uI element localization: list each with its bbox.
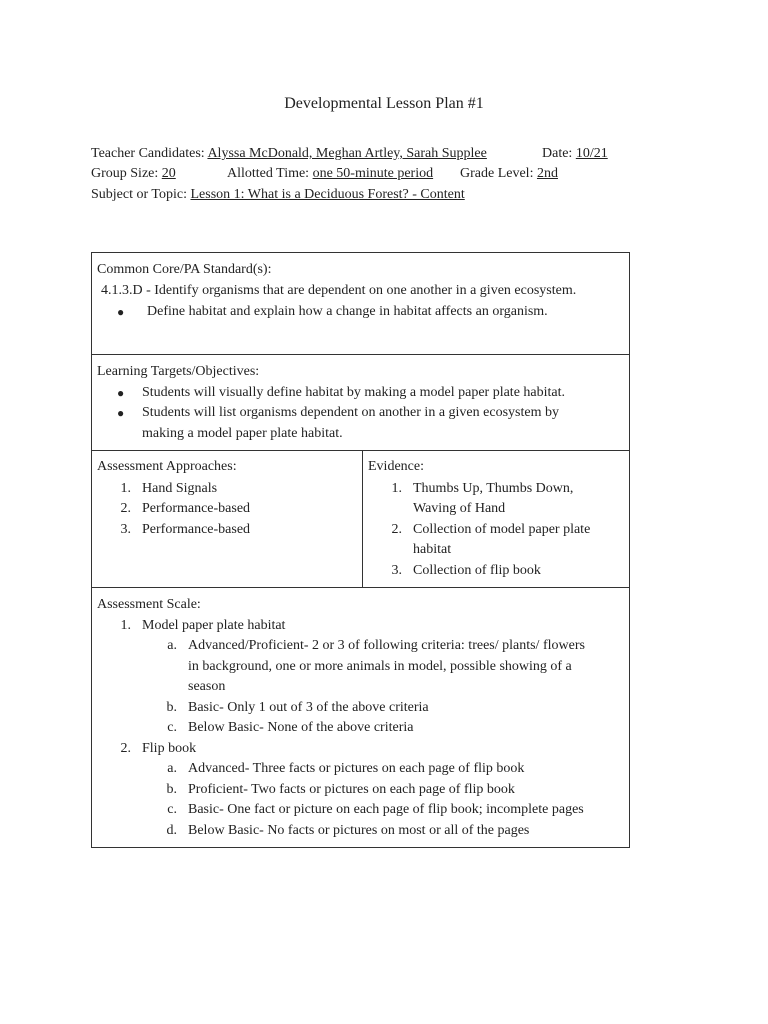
criteria-item: Below Basic- No facts or pictures on most or all of the pages (188, 823, 530, 838)
standards-line: 4.1.3.D - Identify organisms that are dependent on one another in a given ecosystem. (101, 283, 577, 298)
bullet-dot: ● (117, 406, 125, 420)
list-number: 1. (120, 481, 131, 496)
bullet-dot: ● (117, 386, 125, 400)
list-letter: d. (166, 823, 177, 838)
objectives-section (91, 354, 630, 451)
list-letter: a. (167, 638, 177, 653)
page-title: Developmental Lesson Plan #1 (284, 95, 484, 112)
list-letter: c. (167, 720, 177, 735)
evidence-cell (362, 451, 629, 587)
assessment-approaches-cell (92, 451, 362, 587)
assessment-item: Performance-based (142, 501, 251, 516)
objective-item: Students will list organisms dependent on another in a given ecosystem by (142, 405, 559, 420)
group-size-field (91, 164, 176, 185)
bullet-dot: ● (117, 305, 125, 319)
subject-line (91, 185, 465, 206)
criteria-item: Advanced- Three facts or pictures on each page of flip book (188, 761, 525, 776)
list-letter: b. (166, 700, 177, 715)
evidence-item: Thumbs Up, Thumbs Down, (413, 481, 574, 496)
criteria-item: Basic- Only 1 out of 3 of the above criteria (188, 700, 429, 715)
list-number: 1. (391, 481, 402, 496)
list-number: 2. (120, 741, 131, 756)
standards-section (91, 252, 630, 355)
allotted-time-field (227, 164, 433, 185)
objective-item: Students will visually define habitat by making a model paper plate habitat. (142, 385, 566, 400)
date-label: Date: (542, 146, 573, 161)
assessment-scale-section (91, 587, 630, 848)
time-label: Allotted Time: (227, 166, 310, 181)
assessment-item: Performance-based (142, 522, 251, 537)
objective-item-continued: making a model paper plate habitat. (142, 426, 343, 441)
teacher-value: Alyssa McDonald, Meghan Artley, Sarah Supplee (207, 146, 487, 161)
criteria-item: Advanced/Proficient- 2 or 3 of following criteria: trees/ plants/ flowers (188, 638, 585, 653)
scale-section-title: Model paper plate habitat (142, 618, 286, 633)
list-number: 3. (120, 522, 131, 537)
assessment-label: Assessment Approaches: (97, 459, 237, 474)
assessment-evidence-section (91, 450, 630, 588)
date-value: 10/21 (575, 146, 608, 161)
evidence-item-continued: habitat (413, 542, 452, 557)
criteria-item-continued: in background, one or more animals in model, possible showing of a (188, 659, 572, 674)
list-number: 2. (120, 501, 131, 516)
grade-label: Grade Level: (460, 166, 534, 181)
criteria-item: Basic- One fact or picture on each page of flip book; incomplete pages (188, 802, 584, 817)
evidence-item-continued: Waving of Hand (413, 501, 506, 516)
time-value: one 50-minute period (312, 166, 434, 181)
group-value: 20 (161, 166, 176, 181)
criteria-item-continued: season (188, 679, 226, 694)
evidence-item: Collection of flip book (413, 563, 541, 578)
list-number: 1. (120, 618, 131, 633)
group-label: Group Size: (91, 166, 159, 181)
evidence-item: Collection of model paper plate (413, 522, 591, 537)
subject-label: Subject or Topic: (91, 187, 187, 202)
scale-label: Assessment Scale: (97, 597, 201, 612)
list-number: 3. (391, 563, 402, 578)
assessment-item: Hand Signals (142, 481, 218, 496)
standards-label: Common Core/PA Standard(s): (97, 262, 272, 277)
teacher-line (91, 144, 487, 165)
objectives-label: Learning Targets/Objectives: (97, 364, 260, 379)
date-field (542, 144, 608, 165)
list-letter: c. (167, 802, 177, 817)
list-number: 2. (391, 522, 402, 537)
subject-value: Lesson 1: What is a Deciduous Forest? - Content (190, 187, 465, 202)
evidence-label: Evidence: (368, 459, 424, 474)
standards-bullet: Define habitat and explain how a change in habitat affects an organism. (147, 304, 548, 319)
list-letter: a. (167, 761, 177, 776)
teacher-label: Teacher Candidates: (91, 146, 205, 161)
criteria-item: Below Basic- None of the above criteria (188, 720, 414, 735)
grade-level-field (460, 164, 558, 185)
list-letter: b. (166, 782, 177, 797)
scale-section-title: Flip book (142, 741, 197, 756)
criteria-item: Proficient- Two facts or pictures on each page of flip book (188, 782, 515, 797)
grade-value: 2nd (536, 166, 558, 181)
